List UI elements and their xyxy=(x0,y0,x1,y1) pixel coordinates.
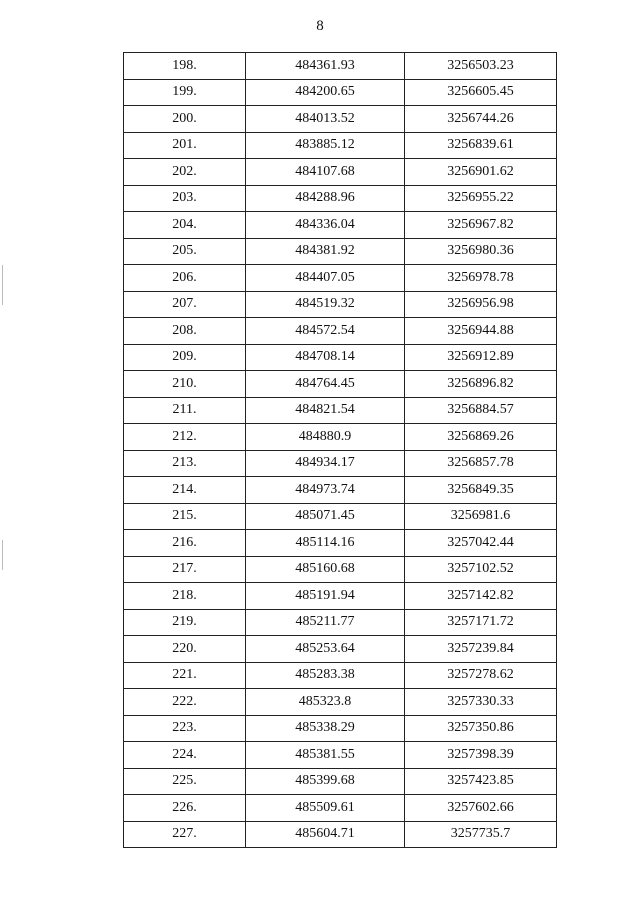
table-row xyxy=(124,689,557,716)
point-number-cell: 219. xyxy=(124,609,246,636)
y-coordinate-cell: 3256981.6 xyxy=(405,503,557,530)
x-coordinate-cell: 484288.96 xyxy=(246,185,405,212)
point-number-cell: 214. xyxy=(124,477,246,504)
y-coordinate-cell: 3256955.22 xyxy=(405,185,557,212)
point-number-cell: 202. xyxy=(124,159,246,186)
x-coordinate-cell: 484407.05 xyxy=(246,265,405,292)
y-coordinate-cell: 3257142.82 xyxy=(405,583,557,610)
x-coordinate-cell: 485114.16 xyxy=(246,530,405,557)
coordinates-table xyxy=(123,52,557,848)
y-coordinate-cell: 3256912.89 xyxy=(405,344,557,371)
y-coordinate-cell: 3257398.39 xyxy=(405,742,557,769)
x-coordinate-cell: 485253.64 xyxy=(246,636,405,663)
table-row xyxy=(124,53,557,80)
table-row xyxy=(124,265,557,292)
x-coordinate-cell: 483885.12 xyxy=(246,132,405,159)
page-number: 8 xyxy=(316,18,324,34)
point-number-cell: 215. xyxy=(124,503,246,530)
y-coordinate-cell: 3257278.62 xyxy=(405,662,557,689)
point-number-cell: 201. xyxy=(124,132,246,159)
x-coordinate-cell: 485323.8 xyxy=(246,689,405,716)
point-number-cell: 206. xyxy=(124,265,246,292)
point-number-cell: 220. xyxy=(124,636,246,663)
x-coordinate-cell: 485160.68 xyxy=(246,556,405,583)
point-number-cell: 208. xyxy=(124,318,246,345)
point-number-cell: 200. xyxy=(124,106,246,133)
point-number-cell: 213. xyxy=(124,450,246,477)
y-coordinate-cell: 3256901.62 xyxy=(405,159,557,186)
x-coordinate-cell: 485399.68 xyxy=(246,768,405,795)
table-row xyxy=(124,371,557,398)
point-number-cell: 210. xyxy=(124,371,246,398)
x-coordinate-cell: 484107.68 xyxy=(246,159,405,186)
scan-edge-mark xyxy=(2,265,3,305)
point-number-cell: 226. xyxy=(124,795,246,822)
point-number-cell: 211. xyxy=(124,397,246,424)
table-row xyxy=(124,636,557,663)
y-coordinate-cell: 3256605.45 xyxy=(405,79,557,106)
point-number-cell: 227. xyxy=(124,821,246,848)
point-number-cell: 225. xyxy=(124,768,246,795)
coordinates-table-body xyxy=(124,53,557,848)
y-coordinate-cell: 3256978.78 xyxy=(405,265,557,292)
table-row xyxy=(124,132,557,159)
y-coordinate-cell: 3256896.82 xyxy=(405,371,557,398)
y-coordinate-cell: 3256980.36 xyxy=(405,238,557,265)
point-number-cell: 207. xyxy=(124,291,246,318)
table-row xyxy=(124,609,557,636)
x-coordinate-cell: 484973.74 xyxy=(246,477,405,504)
scan-edge-mark xyxy=(2,540,3,570)
y-coordinate-cell: 3256744.26 xyxy=(405,106,557,133)
table-row xyxy=(124,185,557,212)
table-row xyxy=(124,344,557,371)
x-coordinate-cell: 485283.38 xyxy=(246,662,405,689)
point-number-cell: 205. xyxy=(124,238,246,265)
y-coordinate-cell: 3256967.82 xyxy=(405,212,557,239)
table-row xyxy=(124,795,557,822)
table-row xyxy=(124,159,557,186)
table-row xyxy=(124,821,557,848)
y-coordinate-cell: 3257102.52 xyxy=(405,556,557,583)
y-coordinate-cell: 3256849.35 xyxy=(405,477,557,504)
point-number-cell: 204. xyxy=(124,212,246,239)
table-row xyxy=(124,715,557,742)
table-row xyxy=(124,662,557,689)
point-number-cell: 218. xyxy=(124,583,246,610)
y-coordinate-cell: 3257602.66 xyxy=(405,795,557,822)
point-number-cell: 224. xyxy=(124,742,246,769)
point-number-cell: 198. xyxy=(124,53,246,80)
x-coordinate-cell: 485191.94 xyxy=(246,583,405,610)
x-coordinate-cell: 485604.71 xyxy=(246,821,405,848)
table-row xyxy=(124,291,557,318)
point-number-cell: 209. xyxy=(124,344,246,371)
x-coordinate-cell: 484200.65 xyxy=(246,79,405,106)
table-row xyxy=(124,530,557,557)
table-row xyxy=(124,106,557,133)
y-coordinate-cell: 3256956.98 xyxy=(405,291,557,318)
table-row xyxy=(124,556,557,583)
y-coordinate-cell: 3257042.44 xyxy=(405,530,557,557)
x-coordinate-cell: 484013.52 xyxy=(246,106,405,133)
point-number-cell: 212. xyxy=(124,424,246,451)
x-coordinate-cell: 485381.55 xyxy=(246,742,405,769)
y-coordinate-cell: 3257735.7 xyxy=(405,821,557,848)
point-number-cell: 221. xyxy=(124,662,246,689)
point-number-cell: 216. xyxy=(124,530,246,557)
point-number-cell: 217. xyxy=(124,556,246,583)
x-coordinate-cell: 484336.04 xyxy=(246,212,405,239)
point-number-cell: 203. xyxy=(124,185,246,212)
point-number-cell: 222. xyxy=(124,689,246,716)
point-number-cell: 223. xyxy=(124,715,246,742)
table-row xyxy=(124,212,557,239)
table-row xyxy=(124,318,557,345)
y-coordinate-cell: 3256884.57 xyxy=(405,397,557,424)
table-row xyxy=(124,477,557,504)
x-coordinate-cell: 484708.14 xyxy=(246,344,405,371)
table-row xyxy=(124,238,557,265)
x-coordinate-cell: 484821.54 xyxy=(246,397,405,424)
table-row xyxy=(124,583,557,610)
y-coordinate-cell: 3256857.78 xyxy=(405,450,557,477)
table-row xyxy=(124,450,557,477)
y-coordinate-cell: 3257171.72 xyxy=(405,609,557,636)
x-coordinate-cell: 484381.92 xyxy=(246,238,405,265)
x-coordinate-cell: 484764.45 xyxy=(246,371,405,398)
y-coordinate-cell: 3256869.26 xyxy=(405,424,557,451)
x-coordinate-cell: 484361.93 xyxy=(246,53,405,80)
x-coordinate-cell: 484934.17 xyxy=(246,450,405,477)
x-coordinate-cell: 485509.61 xyxy=(246,795,405,822)
table-row xyxy=(124,503,557,530)
table-row xyxy=(124,79,557,106)
x-coordinate-cell: 484519.32 xyxy=(246,291,405,318)
table-row xyxy=(124,424,557,451)
y-coordinate-cell: 3257239.84 xyxy=(405,636,557,663)
table-row xyxy=(124,768,557,795)
table-row xyxy=(124,397,557,424)
x-coordinate-cell: 485211.77 xyxy=(246,609,405,636)
y-coordinate-cell: 3256839.61 xyxy=(405,132,557,159)
x-coordinate-cell: 484880.9 xyxy=(246,424,405,451)
x-coordinate-cell: 485071.45 xyxy=(246,503,405,530)
y-coordinate-cell: 3257330.33 xyxy=(405,689,557,716)
table-row xyxy=(124,742,557,769)
y-coordinate-cell: 3257423.85 xyxy=(405,768,557,795)
y-coordinate-cell: 3257350.86 xyxy=(405,715,557,742)
point-number-cell: 199. xyxy=(124,79,246,106)
y-coordinate-cell: 3256503.23 xyxy=(405,53,557,80)
y-coordinate-cell: 3256944.88 xyxy=(405,318,557,345)
x-coordinate-cell: 484572.54 xyxy=(246,318,405,345)
x-coordinate-cell: 485338.29 xyxy=(246,715,405,742)
